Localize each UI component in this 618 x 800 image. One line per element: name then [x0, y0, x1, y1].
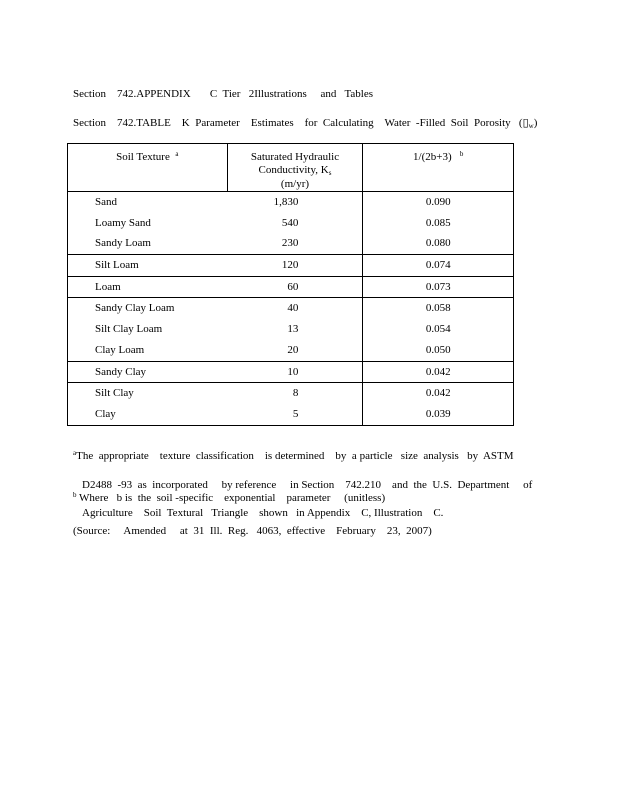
- table-row: Clay Loam 20 0.050: [68, 340, 514, 361]
- theta-subscript: w: [528, 122, 534, 130]
- soil-texture-header: Soil Texture $^a$: [68, 144, 228, 192]
- footnote-a-mark: a: [73, 449, 77, 457]
- table-row: Loam 60 0.073: [68, 276, 514, 298]
- table-row: Silt Clay Loam 13 0.054: [68, 319, 514, 340]
- footnote-b-marker: b: [459, 150, 464, 158]
- theta-symbol: ▯: [522, 117, 529, 129]
- table-row: Silt Clay 8 0.042: [68, 383, 514, 404]
- footnote-a-marker: a: [175, 150, 179, 158]
- source-citation: (Source: Amended at 31 Ill. Reg. 4063, effective February 23, 2007): [73, 525, 432, 537]
- footnote-a: $^a$The appropriate texture classification is determined by a particle size analysis by ASTM D2488 -93 as incorporated by reference in Section 742.210 and the U.S. Department of Agriculture Soil Textural Triangle shown in Appendix C, Illustration C.: [73, 449, 533, 519]
- table-row: Silt Loam 120 0.074: [68, 255, 514, 277]
- table-header-row: [68, 144, 514, 192]
- table-row: Sandy Clay 10 0.042: [68, 361, 514, 383]
- footnote-b: $^b$ Where b is the soil -specific exponential parameter (unitless): [73, 491, 386, 504]
- section-appendix-heading: Section 742.APPENDIX C Tier 2Illustrations and Tables: [73, 88, 373, 100]
- table-row: Sandy Loam 230 0.080: [68, 233, 514, 254]
- soil-parameter-table: [67, 143, 514, 426]
- table-row: Clay 5 0.039: [68, 404, 514, 425]
- table-row: Sandy Clay Loam 40 0.058: [68, 298, 514, 319]
- section-table-heading: [73, 116, 537, 129]
- table-row: Loamy Sand 540 0.085: [68, 213, 514, 234]
- footnote-b-mark: b: [73, 491, 77, 499]
- table-row: Sand 1,830 0.090: [68, 192, 514, 213]
- close-paren: ): [533, 117, 538, 129]
- conductivity-header: Saturated Hydraulic Conductivity, Ks (m/yr): [227, 144, 363, 192]
- section-table-title: Section 742.TABLE K Parameter Estimates for Calculating Water -Filled Soil Porosity (: [73, 117, 523, 129]
- parameter-header: 1/(2b+3) $^b$: [363, 144, 514, 192]
